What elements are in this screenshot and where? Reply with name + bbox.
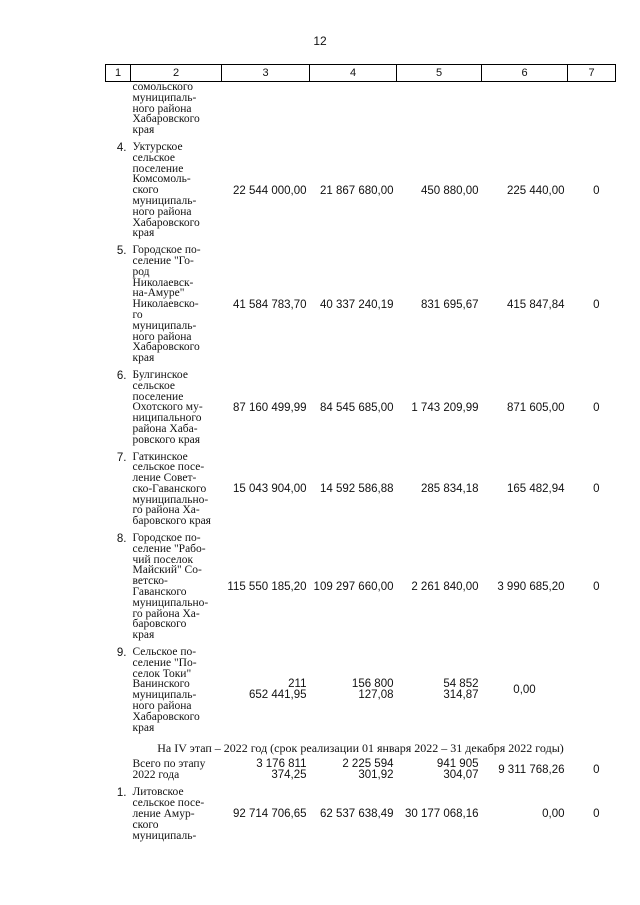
name-line: Ванинского bbox=[132, 678, 190, 691]
amount-fund: 40 337 240,19 bbox=[319, 298, 394, 311]
stage-header-row bbox=[106, 739, 616, 759]
amount-fund bbox=[310, 759, 397, 781]
name-line: ровского края bbox=[132, 433, 201, 446]
name-line: Николаевско- bbox=[132, 298, 199, 311]
amount-fund-part: 156 800 bbox=[351, 678, 394, 691]
name-line: го bbox=[132, 308, 143, 321]
amount-regional bbox=[397, 82, 482, 136]
name-line: сомольского bbox=[132, 81, 194, 93]
amount-other bbox=[568, 82, 616, 136]
amount-regional-split bbox=[443, 679, 478, 701]
name-line: го района Ха- bbox=[132, 607, 200, 620]
name-line: Сельское по- bbox=[132, 646, 197, 659]
entity-name bbox=[131, 647, 222, 733]
name-line: Булгинское bbox=[132, 368, 188, 381]
amount-other: 0 bbox=[593, 184, 600, 197]
name-line: Уктурское bbox=[132, 140, 183, 153]
amount-total bbox=[222, 82, 310, 136]
col-header-6: 6 bbox=[482, 65, 568, 82]
amount-regional bbox=[397, 647, 482, 733]
name-line: сельское bbox=[132, 379, 175, 392]
amount-regional-part: 54 852 bbox=[443, 678, 479, 691]
name-line: края bbox=[132, 124, 155, 137]
amount-fund-split bbox=[342, 759, 393, 781]
amount-other: 0 bbox=[593, 764, 600, 777]
amount-regional-part: 304,07 bbox=[443, 769, 479, 782]
row-index: 4. bbox=[116, 141, 127, 154]
name-line: 2022 года bbox=[132, 769, 180, 782]
row-index: 8. bbox=[116, 533, 127, 546]
amount-regional-part: 314,87 bbox=[443, 689, 479, 702]
amount-other: 0 bbox=[593, 401, 600, 414]
amount-total-split bbox=[249, 679, 307, 701]
amount-total: 115 550 185,20 bbox=[227, 581, 307, 594]
row-index: 9. bbox=[116, 647, 127, 660]
name-line: ского bbox=[132, 184, 159, 197]
amount-fund-part: 301,92 bbox=[358, 769, 394, 782]
amount-fund: 14 592 586,88 bbox=[319, 483, 394, 496]
row-index: 7. bbox=[116, 451, 127, 464]
name-line: ского bbox=[132, 818, 159, 831]
name-line: чий поселок bbox=[132, 553, 194, 566]
amount-regional: 285 834,18 bbox=[420, 483, 479, 496]
name-line: сельское bbox=[132, 151, 175, 164]
name-line: муниципаль- bbox=[132, 689, 197, 702]
amount-fund: 21 867 680,00 bbox=[319, 184, 394, 197]
table-row bbox=[106, 452, 616, 528]
name-line: ниципального bbox=[132, 412, 202, 425]
amount-fund: 62 537 638,49 bbox=[319, 808, 394, 821]
name-line: муниципально- bbox=[132, 493, 209, 506]
row-index: 1. bbox=[116, 787, 127, 800]
name-line: Гаванского bbox=[132, 586, 187, 599]
name-line: района Хаба- bbox=[132, 422, 198, 435]
name-line: поселение bbox=[132, 390, 184, 403]
amount-regional-part: 941 905 bbox=[436, 758, 479, 771]
table-body bbox=[106, 82, 616, 848]
amount-local: 9 311 768,26 bbox=[498, 764, 565, 777]
name-line: муниципаль- bbox=[132, 91, 197, 104]
amount-total: 92 714 706,65 bbox=[232, 808, 307, 821]
name-line: селение "По- bbox=[132, 656, 197, 669]
row-index: 6. bbox=[116, 369, 127, 382]
entity-name bbox=[131, 759, 222, 781]
name-line: края bbox=[132, 629, 155, 642]
amount-regional: 30 177 068,16 bbox=[404, 808, 479, 821]
name-line: го района Ха- bbox=[132, 504, 200, 517]
name-line: Хабаровского bbox=[132, 113, 200, 126]
row-gap-cell bbox=[106, 841, 616, 847]
amount-total: 15 043 904,00 bbox=[232, 483, 307, 496]
name-line: ско-Гаванского bbox=[132, 482, 207, 495]
amount-total-split bbox=[256, 759, 306, 781]
amount-total: 22 544 000,00 bbox=[232, 184, 307, 197]
name-line: поселение bbox=[132, 162, 184, 175]
name-line: ление Совет- bbox=[132, 472, 197, 485]
name-line: муниципально- bbox=[132, 596, 209, 609]
amount-total: 41 584 783,70 bbox=[232, 298, 307, 311]
amount-fund bbox=[310, 82, 397, 136]
amount-fund: 84 545 685,00 bbox=[319, 401, 394, 414]
name-line: края bbox=[132, 227, 155, 240]
entity-name bbox=[131, 82, 222, 136]
entity-name bbox=[131, 245, 222, 364]
name-line: Охотского му- bbox=[132, 401, 203, 414]
name-line: муниципаль- bbox=[132, 829, 197, 842]
table-row bbox=[106, 647, 616, 733]
amount-total-part: 652 441,95 bbox=[248, 689, 307, 702]
name-line: Майский" Со- bbox=[132, 564, 202, 577]
name-line: муниципаль- bbox=[132, 319, 197, 332]
name-line: Городское по- bbox=[132, 532, 201, 545]
col-header-7: 7 bbox=[568, 65, 616, 82]
name-line: Городское по- bbox=[132, 244, 201, 257]
amount-regional: 1 743 209,99 bbox=[411, 401, 479, 414]
amount-local: 165 482,94 bbox=[506, 483, 565, 496]
amount-fund-part: 127,08 bbox=[358, 689, 394, 702]
amount-total-part: 374,25 bbox=[271, 769, 307, 782]
amount-fund bbox=[310, 647, 397, 733]
table-row bbox=[106, 82, 616, 136]
name-line: Литовское bbox=[132, 786, 184, 799]
name-line: род bbox=[132, 265, 150, 278]
row-gap bbox=[106, 841, 616, 847]
stage-header: На IV этап – 2022 год (срок реализации 01 января 2022 – 31 декабря 2022 годы) bbox=[157, 741, 564, 756]
row-index: 5. bbox=[116, 245, 127, 258]
amount-other: 0 bbox=[593, 581, 600, 594]
name-line: края bbox=[132, 721, 155, 734]
col-header-2: 2 bbox=[131, 65, 222, 82]
table-row bbox=[106, 142, 616, 239]
name-line: ного района bbox=[132, 330, 192, 343]
row-index bbox=[106, 759, 131, 781]
amount-regional: 450 880,00 bbox=[420, 184, 479, 197]
entity-name bbox=[131, 533, 222, 641]
entity-name bbox=[131, 142, 222, 239]
name-line: Комсомоль- bbox=[132, 173, 191, 186]
amount-fund-part: 2 225 594 bbox=[342, 758, 394, 771]
name-line: муниципаль- bbox=[132, 194, 197, 207]
amount-total: 87 160 499,99 bbox=[232, 401, 307, 414]
name-line: баровского bbox=[132, 618, 187, 631]
amount-regional bbox=[397, 759, 482, 781]
amount-total bbox=[222, 647, 310, 733]
amount-regional: 831 695,67 bbox=[420, 298, 479, 311]
name-line: селение "Рабо- bbox=[132, 542, 206, 555]
name-line: Хабаровского bbox=[132, 710, 200, 723]
name-line: ление Амур- bbox=[132, 808, 195, 821]
table-row bbox=[106, 533, 616, 641]
amount-local: 871 605,00 bbox=[506, 401, 565, 414]
amount-total bbox=[222, 759, 310, 781]
table-row bbox=[106, 787, 616, 841]
row-index bbox=[106, 82, 131, 136]
entity-name bbox=[131, 370, 222, 446]
name-line: на-Амуре" bbox=[132, 287, 185, 300]
column-number-row bbox=[106, 65, 616, 82]
name-line: ного района bbox=[132, 205, 192, 218]
amount-total-part: 3 176 811 bbox=[256, 758, 307, 771]
amount-regional: 2 261 840,00 bbox=[411, 581, 479, 594]
entity-name bbox=[131, 452, 222, 528]
col-header-5: 5 bbox=[397, 65, 482, 82]
total-row bbox=[106, 759, 616, 781]
entity-name bbox=[131, 787, 222, 841]
col-header-1: 1 bbox=[106, 65, 131, 82]
page-number: 12 bbox=[313, 34, 327, 48]
name-line: Хабаровского bbox=[132, 341, 200, 354]
amount-other bbox=[568, 647, 616, 733]
table-row bbox=[106, 245, 616, 364]
name-line: селение "Го- bbox=[132, 254, 194, 267]
name-line: сельское посе- bbox=[132, 461, 205, 474]
name-line: ветско- bbox=[132, 575, 168, 588]
table-row bbox=[106, 370, 616, 446]
amount-regional-split bbox=[437, 759, 479, 781]
budget-table bbox=[105, 64, 616, 847]
name-line: Николаевск- bbox=[132, 276, 194, 289]
name-line: ного района bbox=[132, 700, 192, 713]
name-line: Всего по этапу bbox=[132, 758, 206, 771]
amount-local: 225 440,00 bbox=[506, 184, 565, 197]
amount-other: 0 bbox=[593, 808, 600, 821]
amount-local: 3 990 685,20 bbox=[497, 581, 565, 594]
amount-fund: 109 297 660,00 bbox=[313, 581, 394, 594]
amount-local: 0,00 bbox=[542, 808, 565, 821]
name-line: сельское посе- bbox=[132, 797, 205, 810]
amount-other: 0 bbox=[593, 298, 600, 311]
col-header-4: 4 bbox=[310, 65, 397, 82]
amount-local: 0,00 bbox=[513, 684, 536, 697]
name-line: края bbox=[132, 352, 155, 365]
name-line: Хабаровского bbox=[132, 216, 200, 229]
name-line: баровского края bbox=[132, 515, 211, 528]
col-header-3: 3 bbox=[222, 65, 310, 82]
name-line: Гаткинское bbox=[132, 450, 188, 463]
amount-other: 0 bbox=[593, 483, 600, 496]
amount-fund-split bbox=[352, 679, 394, 701]
amount-local: 415 847,84 bbox=[506, 298, 565, 311]
amount-total-part: 211 bbox=[288, 678, 307, 691]
name-line: селок Токи" bbox=[132, 667, 192, 680]
name-line: ного района bbox=[132, 102, 192, 115]
amount-local bbox=[482, 82, 568, 136]
